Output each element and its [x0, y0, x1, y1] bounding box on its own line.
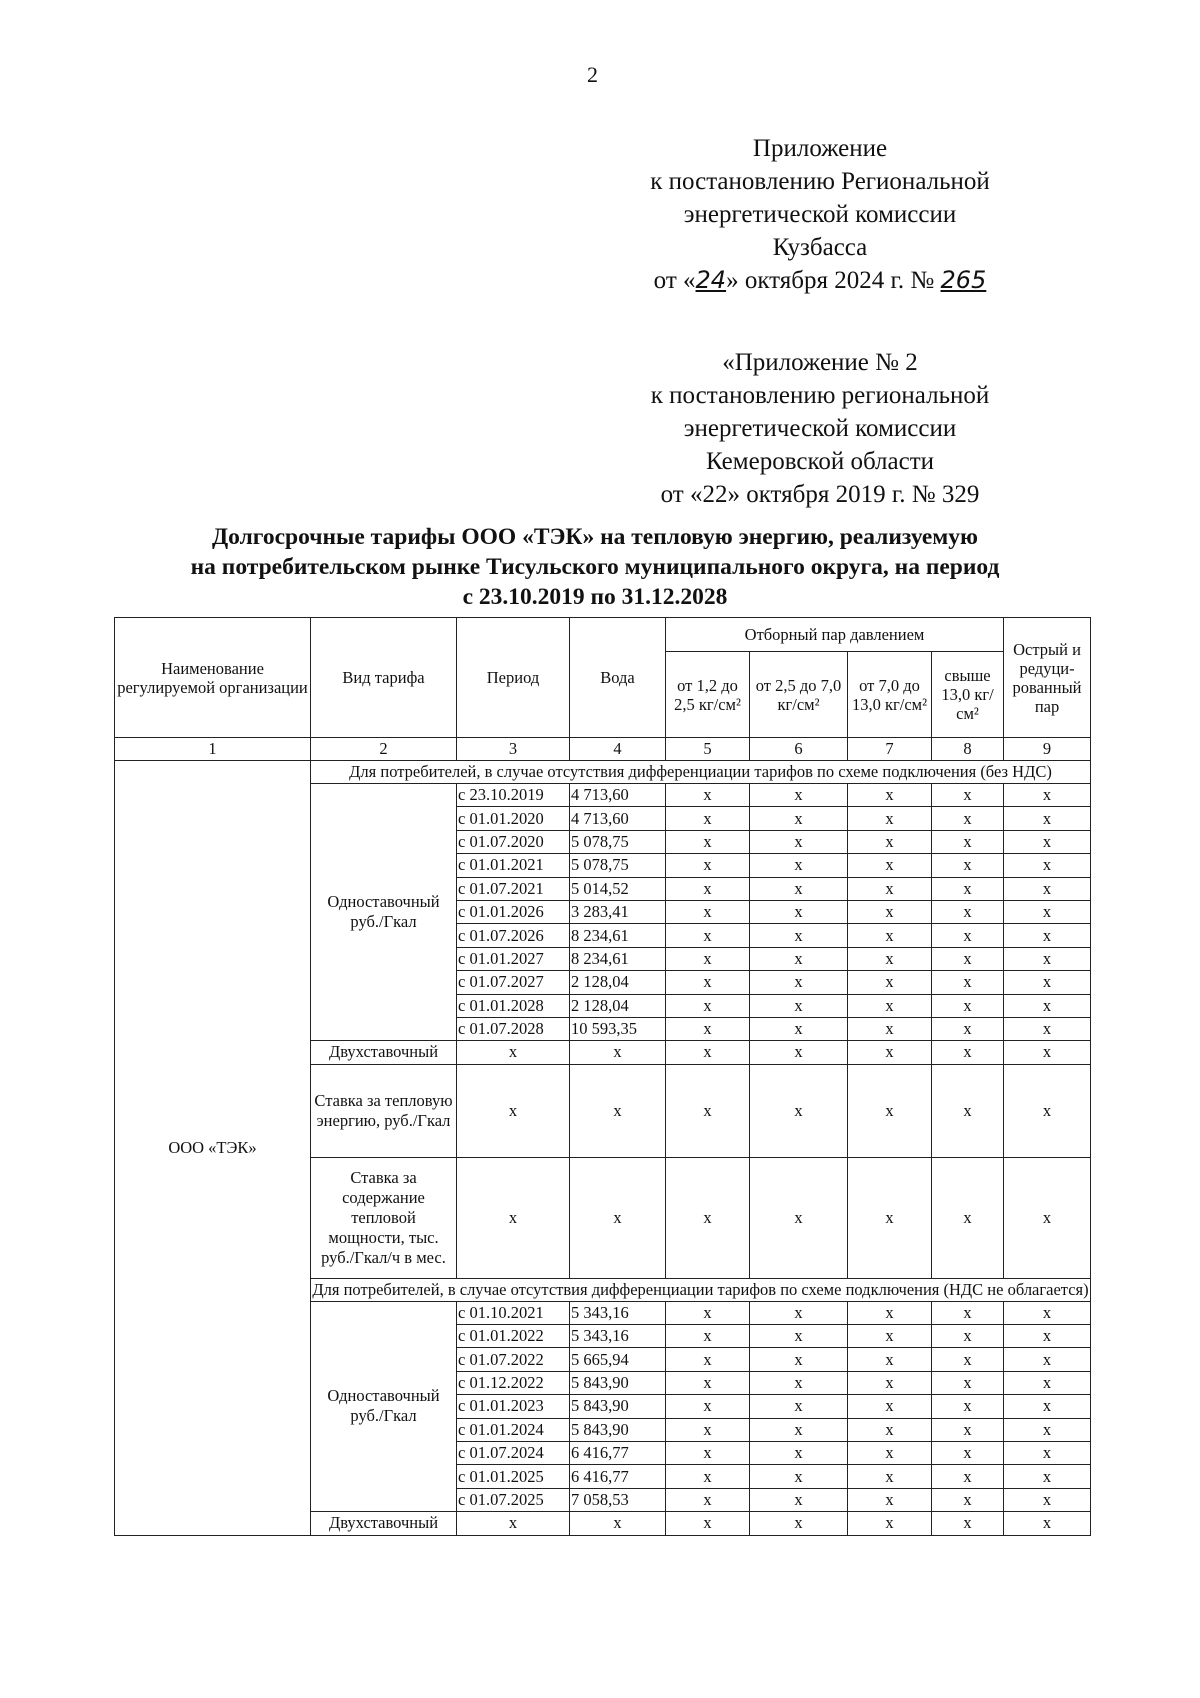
- cross-cell: x: [848, 924, 932, 947]
- period-cell: с 01.07.2021: [457, 877, 570, 900]
- cross-cell: x: [750, 830, 848, 853]
- cross-cell: x: [666, 1348, 750, 1371]
- cross-cell: x: [848, 1418, 932, 1441]
- cross-cell: x: [1004, 1301, 1091, 1324]
- cross-cell: x: [666, 971, 750, 994]
- cross-cell: x: [750, 877, 848, 900]
- cross-cell: x: [750, 924, 848, 947]
- cross-cell: x: [570, 1064, 666, 1157]
- water-cell: 8 234,61: [570, 924, 666, 947]
- section-title-row: [115, 761, 1091, 784]
- cross-cell: x: [666, 924, 750, 947]
- cross-cell: x: [932, 1325, 1004, 1348]
- appendix2-line: от «22» октября 2019 г. № 329: [660, 481, 980, 508]
- cross-cell: x: [848, 1442, 932, 1465]
- cross-cell: x: [666, 947, 750, 970]
- cross-cell: x: [666, 807, 750, 830]
- cross-cell: x: [666, 1064, 750, 1157]
- column-number-row: 1 2 3 4 5 6 7 8 9: [115, 738, 1091, 761]
- two-rate-label: Двухставочный: [311, 1512, 457, 1535]
- cross-cell: x: [457, 1064, 570, 1157]
- cross-cell: x: [1004, 924, 1091, 947]
- period-cell: с 01.10.2021: [457, 1301, 570, 1324]
- cross-cell: x: [932, 924, 1004, 947]
- cross-cell: x: [666, 1442, 750, 1465]
- cross-cell: x: [750, 1512, 848, 1535]
- cross-cell: x: [570, 1157, 666, 1278]
- cross-cell: x: [932, 1465, 1004, 1488]
- cross-cell: x: [932, 1442, 1004, 1465]
- cross-cell: x: [848, 1041, 932, 1064]
- period-cell: с 01.07.2028: [457, 1017, 570, 1040]
- cross-cell: x: [750, 807, 848, 830]
- period-cell: с 01.01.2026: [457, 900, 570, 923]
- cross-cell: x: [848, 830, 932, 853]
- cross-cell: x: [932, 1157, 1004, 1278]
- cross-cell: x: [848, 877, 932, 900]
- appendix2-line: энергетической комиссии: [683, 415, 957, 442]
- water-cell: 5 665,94: [570, 1348, 666, 1371]
- cross-cell: x: [666, 1371, 750, 1394]
- cross-cell: x: [1004, 1041, 1091, 1064]
- cross-cell: x: [932, 854, 1004, 877]
- cross-cell: x: [750, 900, 848, 923]
- cross-cell: x: [932, 1301, 1004, 1324]
- cross-cell: x: [848, 900, 932, 923]
- header-p3: от 7,0 до 13,0 кг/см²: [848, 652, 932, 738]
- cross-cell: x: [932, 1418, 1004, 1441]
- cross-cell: x: [570, 1041, 666, 1064]
- header-p1: от 1,2 до 2,5 кг/см²: [666, 652, 750, 738]
- energy-rate-label: Ставка за тепловую энергию, руб./Гкал: [311, 1064, 457, 1157]
- cross-cell: x: [932, 830, 1004, 853]
- cross-cell: x: [666, 994, 750, 1017]
- cross-cell: x: [1004, 830, 1091, 853]
- cross-cell: x: [932, 807, 1004, 830]
- cross-cell: x: [932, 947, 1004, 970]
- cross-cell: x: [1004, 1465, 1091, 1488]
- cross-cell: x: [750, 854, 848, 877]
- cross-cell: x: [848, 807, 932, 830]
- cross-cell: x: [848, 1301, 932, 1324]
- water-cell: 8 234,61: [570, 947, 666, 970]
- cross-cell: x: [848, 971, 932, 994]
- cross-cell: x: [750, 1465, 848, 1488]
- water-cell: 5 343,16: [570, 1325, 666, 1348]
- cross-cell: x: [1004, 877, 1091, 900]
- cross-cell: x: [750, 947, 848, 970]
- cross-cell: x: [666, 1512, 750, 1535]
- single-rate-label: Одноставочный руб./Гкал: [311, 784, 457, 1041]
- cross-cell: x: [848, 1465, 932, 1488]
- appendix2-line: к постановлению региональной: [650, 382, 990, 409]
- appendix-line: Кузбасса: [772, 234, 868, 261]
- cross-cell: x: [848, 784, 932, 807]
- cross-cell: x: [666, 1395, 750, 1418]
- water-cell: 5 343,16: [570, 1301, 666, 1324]
- cross-cell: x: [1004, 807, 1091, 830]
- cross-cell: x: [1004, 1017, 1091, 1040]
- period-cell: с 01.01.2022: [457, 1325, 570, 1348]
- cross-cell: x: [750, 1395, 848, 1418]
- period-cell: с 01.01.2027: [457, 947, 570, 970]
- period-cell: с 01.07.2022: [457, 1348, 570, 1371]
- cross-cell: x: [750, 1371, 848, 1394]
- cross-cell: x: [666, 1418, 750, 1441]
- cross-cell: x: [750, 1348, 848, 1371]
- water-cell: 3 283,41: [570, 900, 666, 923]
- capacity-rate-label: Ставка за содержание тепловой мощности, тыс. руб./Гкал/ч в мес.: [311, 1157, 457, 1278]
- period-cell: с 01.07.2027: [457, 971, 570, 994]
- water-cell: 5 078,75: [570, 830, 666, 853]
- cross-cell: x: [848, 1017, 932, 1040]
- cross-cell: x: [932, 1041, 1004, 1064]
- cross-cell: x: [666, 1325, 750, 1348]
- water-cell: 5 078,75: [570, 854, 666, 877]
- cross-cell: x: [932, 1371, 1004, 1394]
- cross-cell: x: [1004, 1348, 1091, 1371]
- appendix-line: энергетической комиссии: [683, 201, 957, 228]
- header-water: Вода: [570, 618, 666, 738]
- water-cell: 6 416,77: [570, 1465, 666, 1488]
- org-name-cell: ООО «ТЭК»: [115, 761, 311, 1536]
- cross-cell: x: [848, 1348, 932, 1371]
- cross-cell: x: [932, 1488, 1004, 1511]
- cross-cell: x: [666, 1488, 750, 1511]
- period-cell: с 01.07.2025: [457, 1488, 570, 1511]
- header-row: [115, 618, 1091, 652]
- cross-cell: x: [666, 900, 750, 923]
- cross-cell: x: [666, 784, 750, 807]
- appendix-line: к постановлению Региональной: [650, 168, 990, 195]
- cross-cell: x: [666, 1301, 750, 1324]
- cross-cell: x: [848, 1325, 932, 1348]
- water-cell: 5 843,90: [570, 1371, 666, 1394]
- water-cell: 10 593,35: [570, 1017, 666, 1040]
- cross-cell: x: [750, 1325, 848, 1348]
- handwritten-number: 265: [940, 266, 987, 294]
- cross-cell: x: [848, 1157, 932, 1278]
- appendix2-line: «Приложение № 2: [722, 349, 918, 376]
- cross-cell: x: [1004, 1512, 1091, 1535]
- header-tariff: Вид тарифа: [311, 618, 457, 738]
- appendix-line: Приложение: [752, 135, 888, 162]
- period-cell: с 01.01.2020: [457, 807, 570, 830]
- header-p2: от 2,5 до 7,0 кг/см²: [750, 652, 848, 738]
- cross-cell: x: [848, 994, 932, 1017]
- cross-cell: x: [932, 900, 1004, 923]
- header-org: Наименование регулируемой организации: [115, 618, 311, 738]
- section-title: Для потребителей, в случае отсутствия дифференциации тарифов по схеме подключения (НДС не облагается): [311, 1278, 1091, 1301]
- tariff-table: [114, 617, 1091, 1536]
- cross-cell: x: [457, 1512, 570, 1535]
- cross-cell: x: [932, 994, 1004, 1017]
- page-number: 2: [587, 62, 598, 87]
- cross-cell: x: [1004, 854, 1091, 877]
- header-steam: Отборный пар давлением: [666, 618, 1004, 652]
- cross-cell: x: [932, 1512, 1004, 1535]
- period-cell: с 01.01.2021: [457, 854, 570, 877]
- cross-cell: x: [1004, 784, 1091, 807]
- period-cell: с 23.10.2019: [457, 784, 570, 807]
- water-cell: 4 713,60: [570, 807, 666, 830]
- period-cell: с 01.07.2026: [457, 924, 570, 947]
- cross-cell: x: [666, 1041, 750, 1064]
- cross-cell: x: [666, 877, 750, 900]
- period-cell: с 01.07.2020: [457, 830, 570, 853]
- cross-cell: x: [666, 1465, 750, 1488]
- water-cell: 2 128,04: [570, 971, 666, 994]
- cross-cell: x: [1004, 1488, 1091, 1511]
- cross-cell: x: [848, 1371, 932, 1394]
- cross-cell: x: [1004, 900, 1091, 923]
- header-p4: свыше 13,0 кг/см²: [932, 652, 1004, 738]
- cross-cell: x: [1004, 947, 1091, 970]
- cross-cell: x: [457, 1157, 570, 1278]
- water-cell: 5 843,90: [570, 1418, 666, 1441]
- cross-cell: x: [1004, 1157, 1091, 1278]
- header-period: Период: [457, 618, 570, 738]
- cross-cell: x: [1004, 971, 1091, 994]
- handwritten-day: 24: [695, 266, 727, 294]
- cross-cell: x: [750, 1442, 848, 1465]
- period-cell: с 01.01.2024: [457, 1418, 570, 1441]
- cross-cell: x: [848, 854, 932, 877]
- cross-cell: x: [932, 1017, 1004, 1040]
- cross-cell: x: [750, 1301, 848, 1324]
- cross-cell: x: [932, 1395, 1004, 1418]
- cross-cell: x: [848, 1395, 932, 1418]
- period-cell: с 01.01.2025: [457, 1465, 570, 1488]
- period-cell: с 01.01.2023: [457, 1395, 570, 1418]
- cross-cell: x: [1004, 1371, 1091, 1394]
- water-cell: 4 713,60: [570, 784, 666, 807]
- water-cell: 6 416,77: [570, 1442, 666, 1465]
- cross-cell: x: [666, 830, 750, 853]
- cross-cell: x: [750, 971, 848, 994]
- cross-cell: x: [666, 854, 750, 877]
- cross-cell: x: [1004, 1418, 1091, 1441]
- water-cell: 5 843,90: [570, 1395, 666, 1418]
- cross-cell: x: [750, 1418, 848, 1441]
- cross-cell: x: [932, 1348, 1004, 1371]
- cross-cell: x: [932, 971, 1004, 994]
- cross-cell: x: [750, 1017, 848, 1040]
- cross-cell: x: [1004, 1395, 1091, 1418]
- cross-cell: x: [750, 1157, 848, 1278]
- cross-cell: x: [1004, 994, 1091, 1017]
- cross-cell: x: [750, 784, 848, 807]
- two-rate-label: Двухставочный: [311, 1041, 457, 1064]
- cross-cell: x: [750, 1488, 848, 1511]
- appendix2-block: [560, 346, 1080, 511]
- period-cell: с 01.07.2024: [457, 1442, 570, 1465]
- period-cell: с 01.12.2022: [457, 1371, 570, 1394]
- cross-cell: x: [666, 1017, 750, 1040]
- cross-cell: x: [848, 947, 932, 970]
- period-cell: с 01.01.2028: [457, 994, 570, 1017]
- cross-cell: x: [932, 1064, 1004, 1157]
- cross-cell: x: [457, 1041, 570, 1064]
- appendix-block: [560, 132, 1080, 297]
- cross-cell: x: [750, 1064, 848, 1157]
- cross-cell: x: [750, 1041, 848, 1064]
- document-title: Долгосрочные тарифы ООО «ТЭК» на тепловую энергию, реализуемую на потребительском рынке Тисульского муниципального округа, на период с 23.10.2019 по 31.12.2028: [190, 524, 1000, 610]
- cross-cell: x: [848, 1512, 932, 1535]
- single-rate-label: Одноставочный руб./Гкал: [311, 1301, 457, 1512]
- cross-cell: x: [666, 1157, 750, 1278]
- cross-cell: x: [1004, 1442, 1091, 1465]
- cross-cell: x: [1004, 1064, 1091, 1157]
- appendix2-line: Кемеровской области: [705, 448, 935, 475]
- appendix-date: от «24» октября 2024 г. № 265: [560, 264, 1080, 297]
- cross-cell: x: [570, 1512, 666, 1535]
- cross-cell: x: [848, 1488, 932, 1511]
- water-cell: 7 058,53: [570, 1488, 666, 1511]
- cross-cell: x: [750, 994, 848, 1017]
- water-cell: 2 128,04: [570, 994, 666, 1017]
- header-sharp: Острый и редуци-рованный пар: [1004, 618, 1091, 738]
- cross-cell: x: [932, 877, 1004, 900]
- cross-cell: x: [848, 1064, 932, 1157]
- section-title: Для потребителей, в случае отсутствия дифференциации тарифов по схеме подключения (без НДС): [311, 761, 1091, 784]
- cross-cell: x: [932, 784, 1004, 807]
- water-cell: 5 014,52: [570, 877, 666, 900]
- cross-cell: x: [1004, 1325, 1091, 1348]
